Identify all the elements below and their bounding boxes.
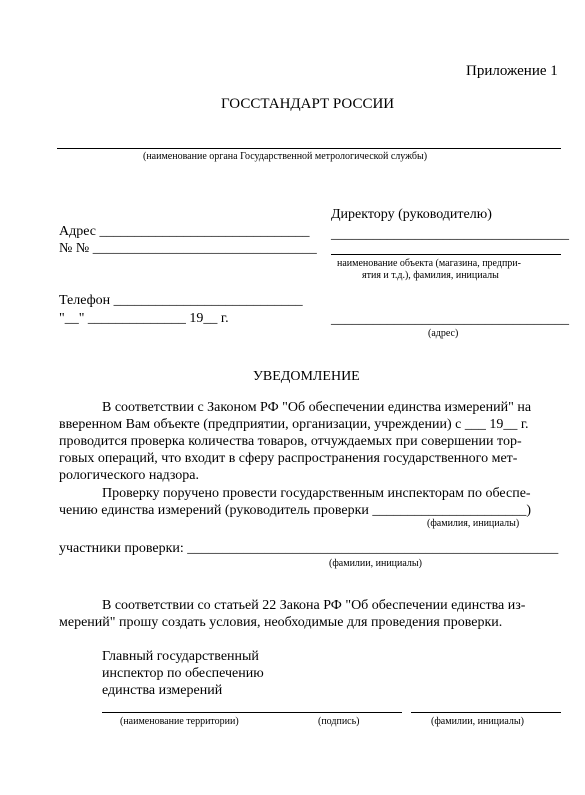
signature-caption: (подпись) [318, 716, 360, 727]
para1-line2: вверенном Вам объекте (предприятии, организации, учреждении) с ___ 19__ г. [59, 417, 529, 432]
addressee: Директору (руководителю) [331, 207, 492, 222]
number-field: № № ________________________________ [59, 241, 317, 256]
para1-line5: рологического надзора. [59, 468, 199, 483]
signer-title-1: Главный государственный [102, 649, 259, 664]
signer-title-3: единства измерений [102, 683, 223, 698]
para2-line2: чению единства измерений (руководитель проверки ______________________) [59, 503, 532, 518]
address-line: __________________________________ [331, 312, 569, 327]
names-line [411, 712, 561, 713]
signature-line [102, 712, 402, 713]
agency-title: ГОССТАНДАРТ РОССИИ [221, 96, 395, 112]
para2-line1: Проверку поручено провести государственным инспекторам по обеспе- [102, 486, 531, 501]
phone-field: Телефон ___________________________ [59, 293, 303, 308]
addressee-caption-1: наименование объекта (магазина, предпри- [337, 258, 521, 269]
inspector-caption: (фамилия, инициалы) [427, 518, 520, 529]
para1-line4: говых операций, что входит в сферу распространения государственного мет- [59, 451, 518, 466]
territory-caption: (наименование территории) [120, 716, 239, 727]
agency-caption: (наименование органа Государственной метрологической службы) [143, 151, 428, 162]
para1-line1: В соответствии с Законом РФ "Об обеспечении единства измерений" на [102, 400, 532, 415]
addressee-caption-2: ятия и т.д.), фамилия, инициалы [362, 270, 499, 281]
para1-line3: проводится проверка количества товаров, отчуждаемых при совершении тор- [59, 434, 522, 449]
names-caption: (фамилии, инициалы) [431, 716, 524, 727]
para3-line2: мерений" прошу создать условия, необходимые для проведения проверки. [59, 615, 503, 630]
addressee-line: __________________________________ [331, 227, 569, 242]
agency-line [57, 148, 561, 149]
appendix-label: Приложение 1 [466, 63, 558, 79]
address-field: Адрес ______________________________ [59, 224, 310, 239]
date-field: "__" ______________ 19__ г. [59, 311, 229, 326]
para3-line1: В соответствии со статьей 22 Закона РФ "Об обеспечении единства из- [102, 598, 526, 613]
participants-line: участники проверки: _____________________________________________________ [59, 541, 559, 556]
document-title: УВЕДОМЛЕНИЕ [253, 369, 360, 384]
addressee-line2 [331, 254, 561, 255]
address-caption: (адрес) [428, 328, 459, 339]
signer-title-2: инспектор по обеспечению [102, 666, 264, 681]
participants-caption: (фамилии, инициалы) [329, 558, 422, 569]
